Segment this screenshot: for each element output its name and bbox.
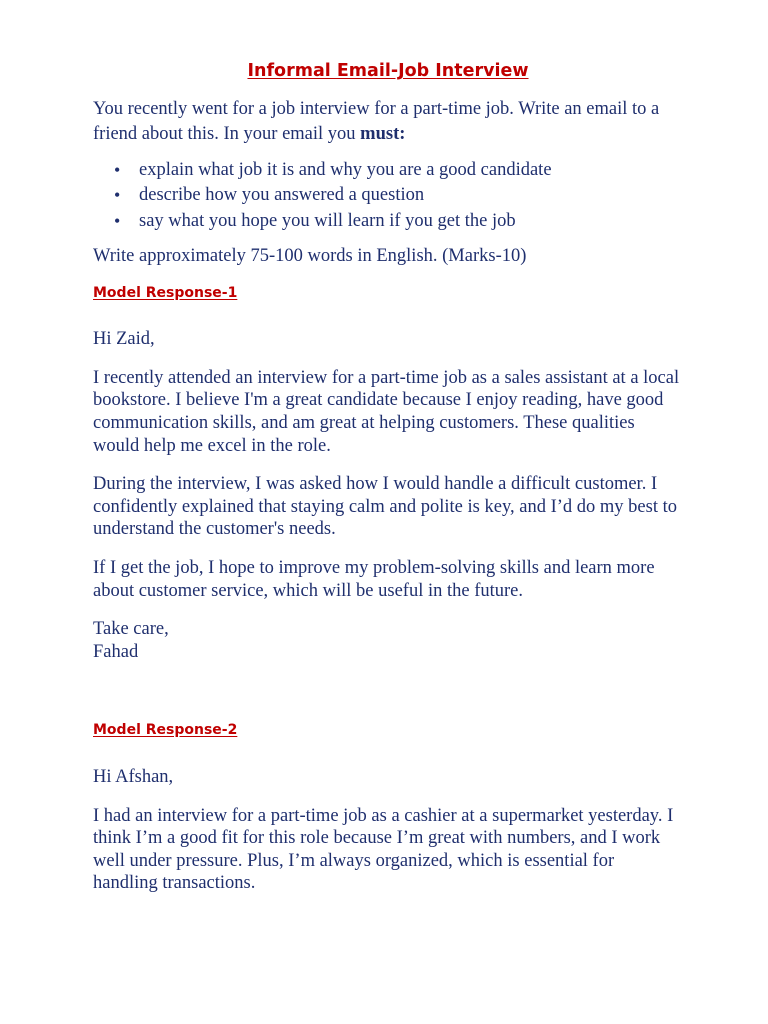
task-list-item <box>93 209 683 235</box>
task-prompt-emphasis: must: <box>360 124 406 145</box>
model-response-1-heading: Model Response-1 <box>93 284 238 301</box>
email-signature: Fahad <box>93 641 139 662</box>
email-closing: Take care, <box>93 619 169 640</box>
email-paragraph: During the interview, I was asked how I would handle a difficult customer. I confidently explained that staying calm and polite is key, and I’d do my best to understand the customer's needs. <box>93 474 677 540</box>
task-text: explain what job it is and why you are a good candidate <box>139 159 552 180</box>
email-greeting: Hi Afshan, <box>93 766 174 787</box>
document-page <box>93 60 683 911</box>
email-paragraph: If I get the job, I hope to improve my problem-solving skills and learn more about customer service, which will be useful in the future. <box>93 557 655 601</box>
task-list <box>93 158 683 235</box>
bullet-icon: • <box>114 210 121 231</box>
task-prompt-text: You recently went for a job interview for a part-time job. Write an email to a friend about this. In your email you <box>93 98 660 145</box>
bullet-icon: • <box>114 159 121 180</box>
bullet-icon: • <box>114 185 121 206</box>
email-signoff <box>93 618 683 663</box>
model-response-2-heading: Model Response-2 <box>93 722 238 739</box>
email-greeting: Hi Zaid, <box>93 329 155 350</box>
task-text: describe how you answered a question <box>139 185 425 206</box>
email-paragraph: I had an interview for a part-time job as a cashier at a supermarket yesterday. I think I’m a good fit for this role because I’m great with numbers, and I work well under pressure. Plus, I’m always organized, which is essential for handling transactions. <box>93 805 674 894</box>
email-paragraph: I recently attended an interview for a part-time job as a sales assistant at a local bookstore. I believe I'm a great candidate because I enjoy reading, have good communication skills, and am great at helping customers. These qualities would help me excel in the role. <box>93 367 680 456</box>
task-text: say what you hope you will learn if you get the job <box>139 210 516 231</box>
document-title: Informal Email-Job Interview <box>247 61 529 81</box>
task-list-item <box>93 183 683 209</box>
word-count-instruction: Write approximately 75-100 words in English. (Marks-10) <box>93 246 527 267</box>
task-list-item <box>93 158 683 184</box>
task-prompt <box>93 97 683 148</box>
